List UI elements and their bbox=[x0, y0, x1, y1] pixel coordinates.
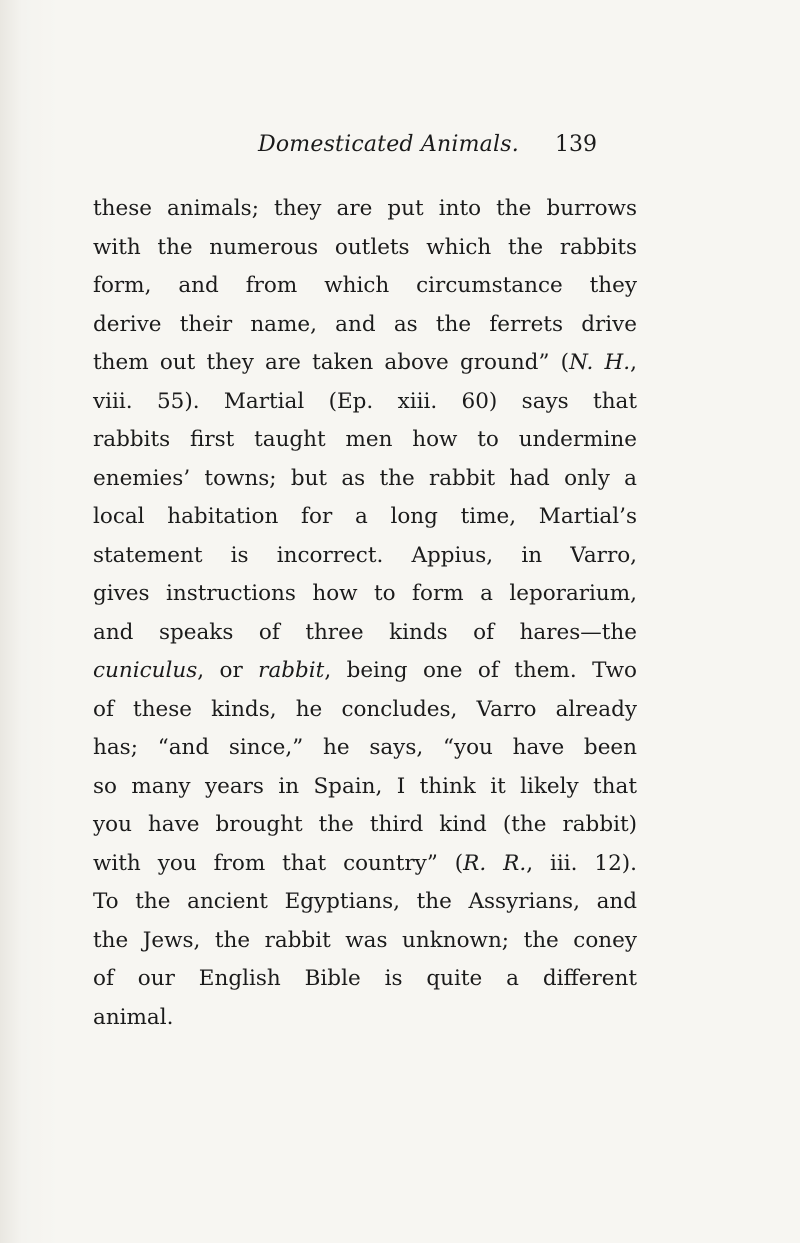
text-line: with you from that country” (R. R., iii. 12). bbox=[93, 850, 637, 876]
text-line: statement is incorrect. Appius, in Varro, bbox=[93, 542, 637, 568]
running-head bbox=[0, 122, 800, 162]
text-line: of these kinds, he concludes, Varro already bbox=[93, 696, 637, 722]
text-line: and speaks of three kinds of hares—the bbox=[93, 619, 637, 645]
text-line: them out they are taken above ground” (N. H., bbox=[93, 350, 637, 375]
text-line: cuniculus, or rabbit, being one of them. Two bbox=[93, 658, 637, 683]
text-line: the Jews, the rabbit was unknown; the coney bbox=[93, 927, 637, 953]
text-line: you have brought the third kind (the rabbit) bbox=[93, 812, 637, 837]
text-line: derive their name, and as the ferrets drive bbox=[93, 311, 637, 337]
text-line: enemies’ towns; but as the rabbit had only a bbox=[93, 465, 637, 491]
text-line: form, and from which circumstance they bbox=[93, 273, 637, 298]
running-head-title: Domesticated Animals. bbox=[258, 132, 519, 157]
text-line: gives instructions how to form a leporarium, bbox=[93, 581, 637, 606]
page-number: 139 bbox=[555, 132, 597, 157]
text-line: animal. bbox=[93, 1004, 174, 1030]
text-line: rabbits first taught men how to undermine bbox=[93, 427, 637, 452]
text-line: so many years in Spain, I think it likely that bbox=[93, 773, 637, 799]
text-line: these animals; they are put into the burrows bbox=[93, 196, 637, 221]
text-line: viii. 55). Martial (Ep. xiii. 60) says that bbox=[93, 388, 637, 414]
text-line: local habitation for a long time, Martial’s bbox=[93, 504, 637, 529]
text-line: with the numerous outlets which the rabbits bbox=[93, 234, 637, 260]
text-line: of our English Bible is quite a different bbox=[93, 966, 637, 991]
text-line: has; “and since,” he says, “you have been bbox=[93, 735, 637, 760]
text-line: To the ancient Egyptians, the Assyrians, and bbox=[93, 889, 637, 914]
body-text bbox=[93, 190, 637, 1037]
